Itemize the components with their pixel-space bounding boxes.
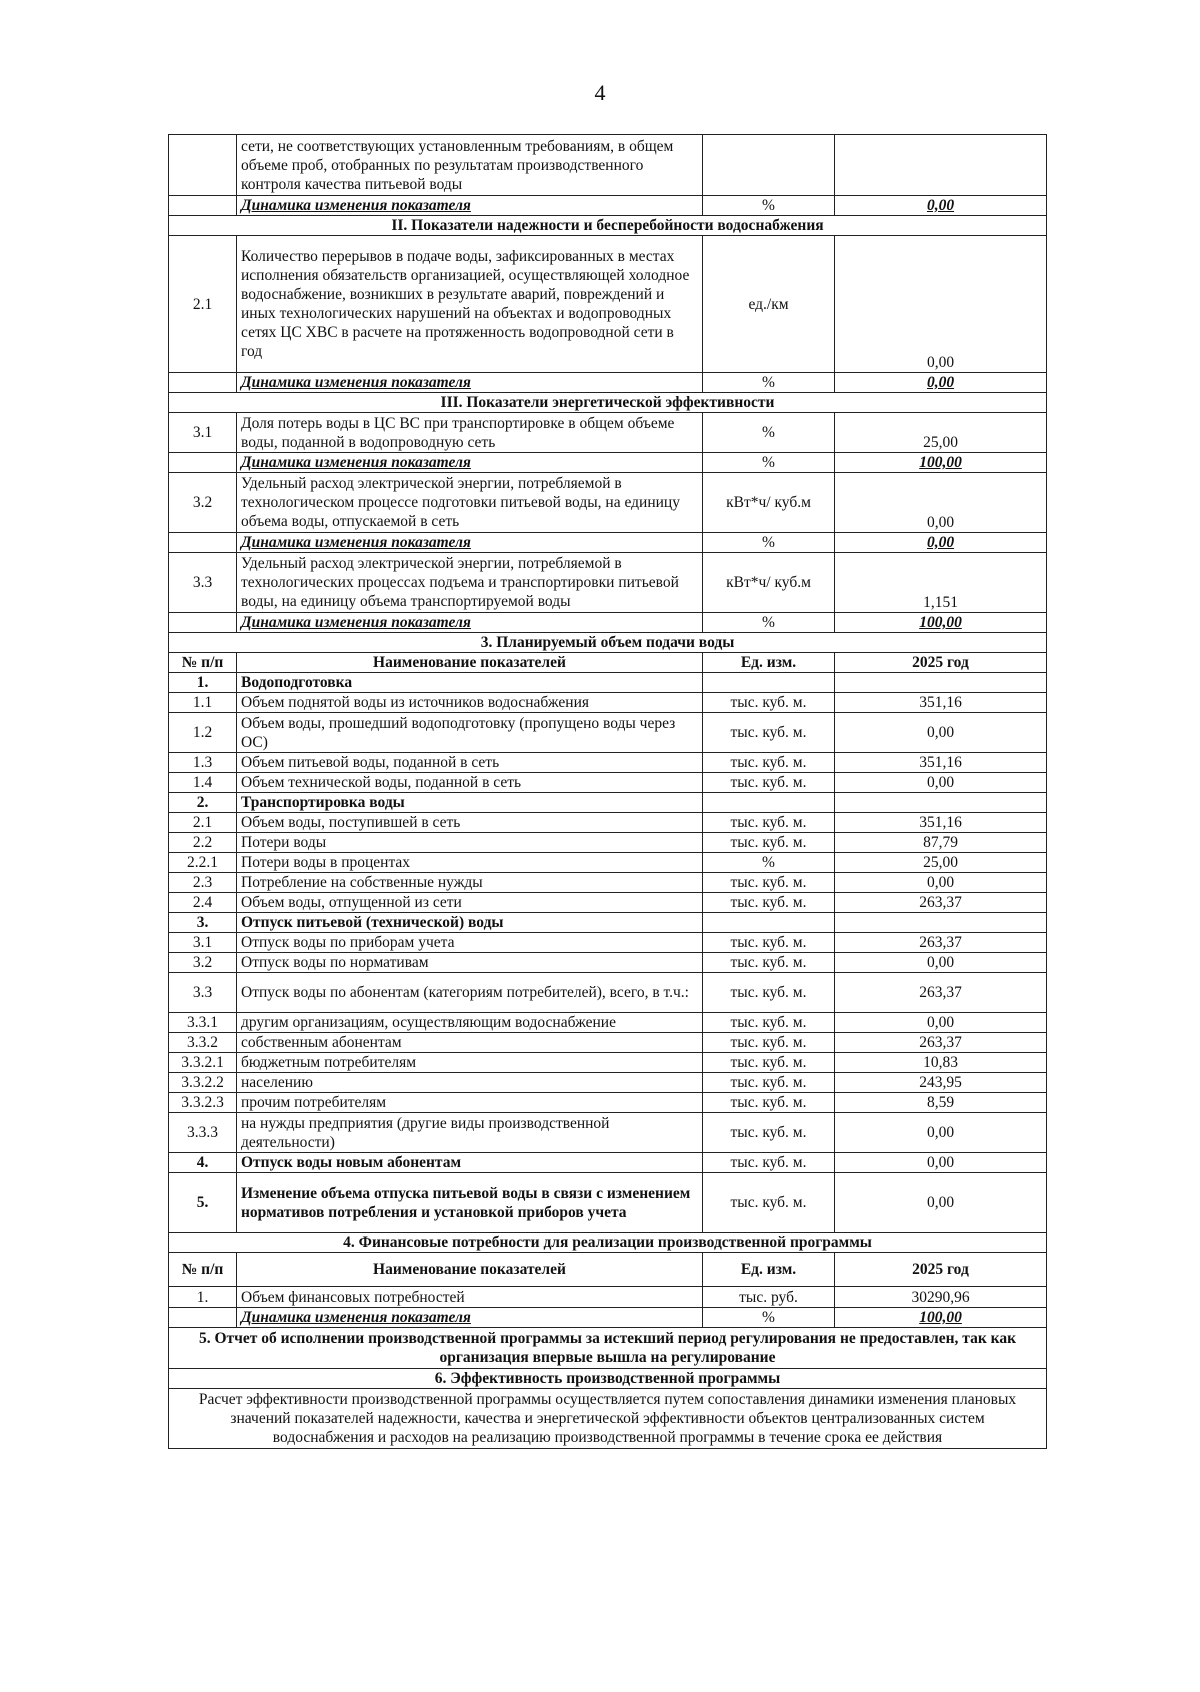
- row-value: 263,37: [835, 893, 1047, 913]
- table-row: [169, 833, 1047, 853]
- row-unit: %: [703, 1308, 835, 1328]
- row-value: 0,00: [835, 1153, 1047, 1173]
- row-name: собственным абонентам: [237, 1033, 703, 1053]
- row-number: 2.3: [169, 873, 237, 893]
- dynamic-row: [169, 453, 1047, 473]
- row-number: 2.1: [169, 813, 237, 833]
- volume-rows: [169, 673, 1047, 1233]
- row-name: другим организациям, осуществляющим водоснабжение: [237, 1013, 703, 1033]
- row-number: 3.: [169, 913, 237, 933]
- row-unit: тыс. куб. м.: [703, 753, 835, 773]
- row-unit: тыс. куб. м.: [703, 1153, 835, 1173]
- row-number: 2.4: [169, 893, 237, 913]
- row-number: 5.: [169, 1173, 237, 1233]
- row-value: 25,00: [835, 853, 1047, 873]
- dynamic-row: [169, 1308, 1047, 1328]
- row-value: 100,00: [835, 453, 1047, 473]
- row-number: 3.3.2: [169, 1033, 237, 1053]
- group-row: [169, 673, 1047, 693]
- row-number: [169, 453, 237, 473]
- section-title: 4. Финансовые потребности для реализации производственной программы: [169, 1233, 1047, 1253]
- row-value: 100,00: [835, 1308, 1047, 1328]
- section-title: 3. Планируемый объем подачи воды: [169, 633, 1047, 653]
- row-number: 1.1: [169, 693, 237, 713]
- section-header: [169, 633, 1047, 653]
- header-year: 2025 год: [835, 1253, 1047, 1287]
- row-value: 351,16: [835, 813, 1047, 833]
- row-name: Объем технической воды, поданной в сеть: [237, 773, 703, 793]
- row-name: Динамика изменения показателя: [237, 373, 703, 393]
- row-value: 0,00: [835, 473, 1047, 533]
- section-header: [169, 1369, 1047, 1389]
- row-number: 3.3.2.1: [169, 1053, 237, 1073]
- row-unit: тыс. руб.: [703, 1287, 835, 1308]
- table-row: [169, 1073, 1047, 1093]
- row-name: Количество перерывов в подаче воды, зафиксированных в местах исполнения обязательств организацией, осуществляющей холодное водоснабжение, возникших в результате аварий, повреждений и иных технологических нарушений на объектах и водопроводных сетях ЦС ХВС в расчете на протяженность водопроводной сети в год: [237, 236, 703, 373]
- row-name: Удельный расход электрической энергии, потребляемой в технологических процессах подъема и транспортировки питьевой воды, на единицу объема транспортируемой воды: [237, 553, 703, 613]
- table-row: [169, 853, 1047, 873]
- table-row: [169, 773, 1047, 793]
- group-row: [169, 793, 1047, 813]
- table-row: [169, 813, 1047, 833]
- header-year: 2025 год: [835, 653, 1047, 673]
- row-number: 1.3: [169, 753, 237, 773]
- section-title: 6. Эффективность производственной программы: [169, 1369, 1047, 1389]
- row-value: 351,16: [835, 753, 1047, 773]
- dynamic-row: [169, 533, 1047, 553]
- row-number: [169, 533, 237, 553]
- report-text: 5. Отчет об исполнении производственной программы за истекший период регулирования не предоставлен, так как организация впервые вышла на регулирование: [169, 1328, 1047, 1369]
- row-name: Потери воды: [237, 833, 703, 853]
- program-table: [168, 134, 1046, 1449]
- row-number: 3.1: [169, 413, 237, 453]
- row-value: 263,37: [835, 933, 1047, 953]
- row-unit: %: [703, 413, 835, 453]
- row-unit: тыс. куб. м.: [703, 893, 835, 913]
- row-unit: тыс. куб. м.: [703, 953, 835, 973]
- row-number: 2.2: [169, 833, 237, 853]
- row-number: [169, 373, 237, 393]
- table-row: [169, 1033, 1047, 1053]
- table-row: [169, 1287, 1047, 1308]
- table-row: [169, 236, 1047, 373]
- row-unit: тыс. куб. м.: [703, 1033, 835, 1053]
- row-name: Отпуск воды по нормативам: [237, 953, 703, 973]
- row-name: Динамика изменения показателя: [237, 453, 703, 473]
- table-row: [169, 933, 1047, 953]
- row-value: 0,00: [835, 1173, 1047, 1233]
- row-number: 3.2: [169, 953, 237, 973]
- row-name: Динамика изменения показателя: [237, 533, 703, 553]
- row-name: Объем воды, поступившей в сеть: [237, 813, 703, 833]
- row-name: Отпуск воды новым абонентам: [237, 1153, 703, 1173]
- row-number: 3.3.3: [169, 1113, 237, 1153]
- row-value: [835, 673, 1047, 693]
- row-number: 3.3.2.3: [169, 1093, 237, 1113]
- row-unit: %: [703, 533, 835, 553]
- row-number: 3.3.1: [169, 1013, 237, 1033]
- row-name: Объем финансовых потребностей: [237, 1287, 703, 1308]
- row-unit: тыс. куб. м.: [703, 693, 835, 713]
- row-unit: кВт*ч/ куб.м: [703, 553, 835, 613]
- row-name: Динамика изменения показателя: [237, 196, 703, 216]
- row-name: Объем поднятой воды из источников водоснабжения: [237, 693, 703, 713]
- row-value: [835, 793, 1047, 813]
- row-unit: [703, 135, 835, 196]
- column-header-row: [169, 653, 1047, 673]
- row-value: 0,00: [835, 1013, 1047, 1033]
- row-number: [169, 1308, 237, 1328]
- row-name: Потери воды в процентах: [237, 853, 703, 873]
- row-unit: тыс. куб. м.: [703, 1073, 835, 1093]
- group-row: [169, 1153, 1047, 1173]
- row-unit: ед./км: [703, 236, 835, 373]
- row-value: 0,00: [835, 236, 1047, 373]
- row-value: 0,00: [835, 373, 1047, 393]
- row-number: 1.4: [169, 773, 237, 793]
- row-value: 0,00: [835, 1113, 1047, 1153]
- table-row: [169, 553, 1047, 613]
- section-title: III. Показатели энергетической эффективности: [169, 393, 1047, 413]
- report-row: [169, 1328, 1047, 1369]
- header-name: Наименование показателей: [237, 1253, 703, 1287]
- group-row: [169, 913, 1047, 933]
- row-name: прочим потребителям: [237, 1093, 703, 1113]
- dynamic-row: [169, 373, 1047, 393]
- row-number: 1.2: [169, 713, 237, 753]
- row-name: Доля потерь воды в ЦС ВС при транспортировке в общем объеме воды, поданной в водопроводную сеть: [237, 413, 703, 453]
- row-unit: тыс. куб. м.: [703, 973, 835, 1013]
- row-value: 25,00: [835, 413, 1047, 453]
- header-unit: Ед. изм.: [703, 653, 835, 673]
- row-name: Объем воды, отпущенной из сети: [237, 893, 703, 913]
- row-unit: тыс. куб. м.: [703, 873, 835, 893]
- row-unit: тыс. куб. м.: [703, 1013, 835, 1033]
- row-name: на нужды предприятия (другие виды производственной деятельности): [237, 1113, 703, 1153]
- row-number: 2.1: [169, 236, 237, 373]
- efficiency-row: [169, 1389, 1047, 1449]
- main-table: [168, 134, 1047, 1449]
- row-value: 1,151: [835, 553, 1047, 613]
- row-unit: %: [703, 453, 835, 473]
- table-row: [169, 973, 1047, 1013]
- row-unit: тыс. куб. м.: [703, 1093, 835, 1113]
- header-name: Наименование показателей: [237, 653, 703, 673]
- row-value: 263,37: [835, 1033, 1047, 1053]
- row-value: 0,00: [835, 873, 1047, 893]
- table-row: [169, 1053, 1047, 1073]
- row-value: 263,37: [835, 973, 1047, 1013]
- row-name: Водоподготовка: [237, 673, 703, 693]
- page-number: 4: [594, 80, 606, 105]
- row-value: 0,00: [835, 773, 1047, 793]
- row-number: 3.3: [169, 553, 237, 613]
- row-number: 4.: [169, 1153, 237, 1173]
- table-row: [169, 953, 1047, 973]
- row-value: [835, 913, 1047, 933]
- row-value: 100,00: [835, 613, 1047, 633]
- table-row: [169, 413, 1047, 453]
- row-unit: тыс. куб. м.: [703, 773, 835, 793]
- row-unit: [703, 913, 835, 933]
- row-number: [169, 613, 237, 633]
- table-row: [169, 473, 1047, 533]
- row-number: 3.3.2.2: [169, 1073, 237, 1093]
- row-number: 3.1: [169, 933, 237, 953]
- row-unit: тыс. куб. м.: [703, 713, 835, 753]
- row-name: Динамика изменения показателя: [237, 1308, 703, 1328]
- row-number: [169, 135, 237, 196]
- row-name: Изменение объема отпуска питьевой воды в связи с изменением нормативов потребления и установкой приборов учета: [237, 1173, 703, 1233]
- table-row: [169, 693, 1047, 713]
- row-value: 351,16: [835, 693, 1047, 713]
- section-header: [169, 393, 1047, 413]
- row-name: Транспортировка воды: [237, 793, 703, 813]
- section-header: [169, 216, 1047, 236]
- row-name: населению: [237, 1073, 703, 1093]
- row-unit: тыс. куб. м.: [703, 1173, 835, 1233]
- column-header-row: [169, 1253, 1047, 1287]
- row-name: Объем воды, прошедший водоподготовку (пропущено воды через ОС): [237, 713, 703, 753]
- group-row: [169, 1173, 1047, 1233]
- section-header: [169, 1233, 1047, 1253]
- row-number: 1.: [169, 1287, 237, 1308]
- row-value: 0,00: [835, 953, 1047, 973]
- row-value: 0,00: [835, 533, 1047, 553]
- row-value: 243,95: [835, 1073, 1047, 1093]
- row-name: Отпуск питьевой (технической) воды: [237, 913, 703, 933]
- row-unit: [703, 673, 835, 693]
- row-value: 8,59: [835, 1093, 1047, 1113]
- row-value: 0,00: [835, 196, 1047, 216]
- table-row: [169, 713, 1047, 753]
- table-row: [169, 753, 1047, 773]
- row-name: Удельный расход электрической энергии, потребляемой в технологическом процессе подготовки питьевой воды, на единицу объема воды, отпускаемой в сеть: [237, 473, 703, 533]
- table-row: [169, 893, 1047, 913]
- row-name: Динамика изменения показателя: [237, 613, 703, 633]
- row-number: 1.: [169, 673, 237, 693]
- table-row: [169, 873, 1047, 893]
- table-row: [169, 1113, 1047, 1153]
- row-name: сети, не соответствующих установленным требованиям, в общем объеме проб, отобранных по результатам производственного контроля качества питьевой воды: [237, 135, 703, 196]
- dynamic-row: [169, 196, 1047, 216]
- row-value: 10,83: [835, 1053, 1047, 1073]
- header-num: № п/п: [169, 653, 237, 673]
- row-unit: %: [703, 196, 835, 216]
- table-row: [169, 1013, 1047, 1033]
- row-name: бюджетным потребителям: [237, 1053, 703, 1073]
- row-name: Объем питьевой воды, поданной в сеть: [237, 753, 703, 773]
- section-title: II. Показатели надежности и бесперебойности водоснабжения: [169, 216, 1047, 236]
- row-unit: [703, 793, 835, 813]
- row-unit: %: [703, 613, 835, 633]
- row-unit: тыс. куб. м.: [703, 1053, 835, 1073]
- table-row: [169, 135, 1047, 196]
- row-unit: %: [703, 853, 835, 873]
- row-value: 87,79: [835, 833, 1047, 853]
- row-unit: %: [703, 373, 835, 393]
- row-unit: тыс. куб. м.: [703, 933, 835, 953]
- header-num: № п/п: [169, 1253, 237, 1287]
- row-unit: тыс. куб. м.: [703, 833, 835, 853]
- row-name: Отпуск воды по абонентам (категориям потребителей), всего, в т.ч.:: [237, 973, 703, 1013]
- row-number: 2.2.1: [169, 853, 237, 873]
- row-name: Потребление на собственные нужды: [237, 873, 703, 893]
- table-row: [169, 1093, 1047, 1113]
- row-unit: тыс. куб. м.: [703, 813, 835, 833]
- row-number: 2.: [169, 793, 237, 813]
- row-name: Отпуск воды по приборам учета: [237, 933, 703, 953]
- row-value: 0,00: [835, 713, 1047, 753]
- row-unit: тыс. куб. м.: [703, 1113, 835, 1153]
- efficiency-text: Расчет эффективности производственной программы осуществляется путем сопоставления динамики изменения плановых значений показателей надежности, качества и энергетической эффективности объектов централизованных систем водоснабжения и расходов на реализацию производственной программы в течение срока ее действия: [169, 1389, 1047, 1449]
- row-value: [835, 135, 1047, 196]
- header-unit: Ед. изм.: [703, 1253, 835, 1287]
- row-value: 30290,96: [835, 1287, 1047, 1308]
- row-number: 3.2: [169, 473, 237, 533]
- dynamic-row: [169, 613, 1047, 633]
- row-unit: кВт*ч/ куб.м: [703, 473, 835, 533]
- row-number: [169, 196, 237, 216]
- row-number: 3.3: [169, 973, 237, 1013]
